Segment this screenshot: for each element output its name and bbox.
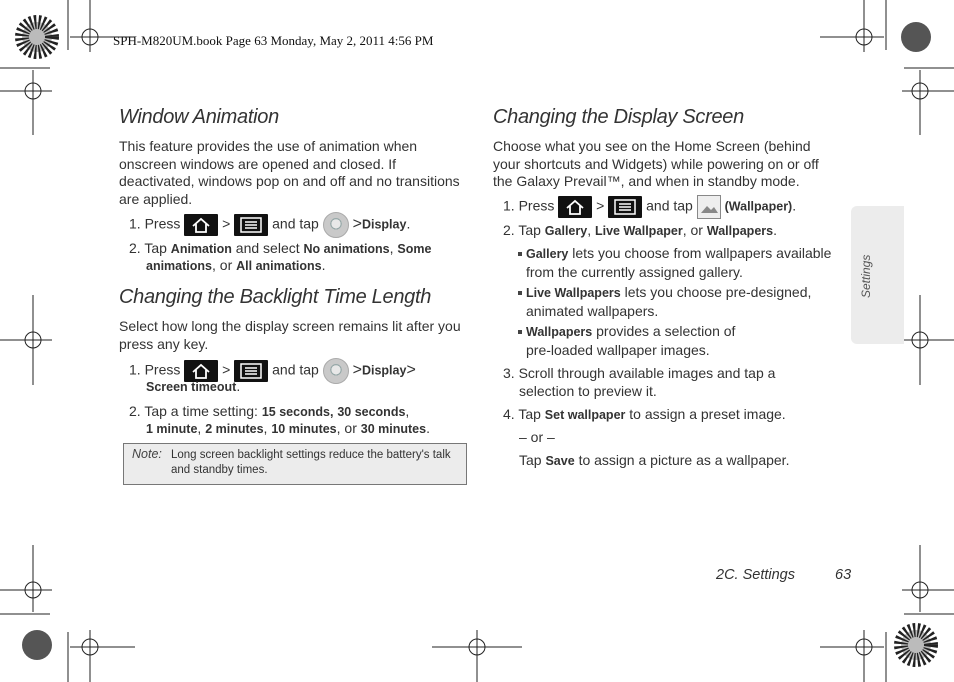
intro-line: the Galaxy Prevail™, and when in standby mode. bbox=[493, 173, 800, 189]
option-30-seconds: 30 seconds bbox=[337, 405, 406, 419]
step-text: and select bbox=[235, 240, 300, 256]
bl-step-1-cont bbox=[146, 378, 240, 397]
page-header: SPH-M820UM.book Page 63 Monday, May 2, 2011 4:56 PM bbox=[113, 33, 434, 48]
window-animation-title: Window Animation bbox=[119, 106, 279, 128]
wa-step-2-cont bbox=[146, 257, 325, 276]
step-text: Tap bbox=[518, 406, 541, 422]
step-number: 1. bbox=[129, 215, 141, 232]
wallpapers-label: Wallpapers bbox=[706, 224, 774, 238]
step-text: and tap bbox=[646, 197, 693, 214]
set-wallpaper-label: Set wallpaper bbox=[544, 408, 626, 422]
save-label: Save bbox=[545, 454, 575, 468]
ds-step-3 bbox=[503, 365, 775, 400]
bullet-item-wallpapers bbox=[518, 323, 735, 359]
period: . bbox=[236, 378, 241, 394]
option-15-seconds: 15 seconds bbox=[261, 405, 330, 419]
option-10-minutes: 10 minutes bbox=[271, 422, 337, 436]
comma: , bbox=[389, 240, 394, 256]
display-label: Display bbox=[361, 217, 407, 232]
step-text: selection to preview it. bbox=[519, 382, 657, 399]
no-animations-label: No animations bbox=[303, 242, 390, 256]
separator: > bbox=[222, 361, 231, 378]
option-1-minute: 1 minute bbox=[146, 422, 198, 436]
or-line: – or – bbox=[519, 429, 555, 445]
ds-step-1 bbox=[503, 195, 796, 219]
comma: , bbox=[336, 420, 341, 436]
bullet-text: animated wallpapers. bbox=[526, 302, 659, 319]
bullet-item-live-wallpapers bbox=[518, 284, 811, 320]
home-key-icon bbox=[184, 214, 218, 236]
wallpaper-icon bbox=[697, 195, 721, 219]
bullet-item-gallery bbox=[518, 245, 831, 281]
step-number: 2. bbox=[129, 240, 141, 256]
separator: > bbox=[352, 215, 362, 233]
side-tab-settings bbox=[851, 206, 904, 344]
menu-key-icon bbox=[608, 196, 642, 218]
step-number: 3. bbox=[503, 365, 515, 381]
bullet-label: Gallery bbox=[526, 247, 569, 261]
backlight-title: Changing the Backlight Time Length bbox=[119, 286, 432, 308]
bl-step-2-cont bbox=[146, 420, 430, 439]
step-text: to assign a preset image. bbox=[629, 406, 786, 422]
period: . bbox=[792, 197, 797, 214]
step-text: Tap bbox=[518, 222, 541, 238]
comma: , bbox=[405, 403, 410, 419]
ds-step-2 bbox=[503, 222, 777, 241]
step-text: , or bbox=[682, 222, 703, 238]
step-text: and tap bbox=[272, 215, 319, 232]
step-number: 1. bbox=[129, 361, 141, 378]
step-text: Tap bbox=[519, 452, 542, 468]
period: . bbox=[406, 215, 411, 232]
wa-step-1 bbox=[129, 212, 410, 238]
home-key-icon bbox=[558, 196, 592, 218]
note-line: Long screen backlight settings reduce the battery's talk bbox=[171, 449, 451, 461]
step-text: Tap a time setting: bbox=[144, 403, 258, 419]
bullet-icon bbox=[518, 291, 522, 295]
step-number: 2. bbox=[503, 222, 515, 238]
intro-line: onscreen windows are opened and closed. If bbox=[119, 155, 397, 172]
step-text: Press bbox=[144, 215, 181, 232]
step-number: 4. bbox=[503, 406, 515, 422]
note-label: Note: bbox=[132, 447, 162, 461]
backlight-intro bbox=[119, 318, 471, 353]
bullet-text: from the currently assigned gallery. bbox=[526, 263, 743, 280]
intro-line: deactivated, windows pop on and off and no transitions bbox=[119, 173, 460, 189]
bl-step-2 bbox=[129, 403, 409, 422]
step-text: and tap bbox=[272, 361, 319, 378]
bullet-label: Live Wallpapers bbox=[526, 286, 621, 300]
separator: > bbox=[222, 215, 231, 232]
step-text: Tap bbox=[144, 240, 167, 256]
step-number: 1. bbox=[503, 197, 515, 214]
animation-label: Animation bbox=[170, 242, 232, 256]
bullet-label: Wallpapers bbox=[526, 325, 593, 339]
tap-save-line bbox=[519, 452, 789, 471]
note-box bbox=[123, 443, 467, 485]
all-animations-label: All animations bbox=[236, 259, 322, 273]
wa-step-2 bbox=[129, 240, 431, 259]
intro-line: your shortcuts and Widgets) while powering on or off bbox=[493, 155, 819, 172]
bullet-text: provides a selection of bbox=[596, 323, 736, 339]
bullet-icon bbox=[518, 330, 522, 334]
comma: , bbox=[263, 420, 268, 436]
step-text: Press bbox=[144, 361, 181, 378]
comma: , bbox=[197, 420, 202, 436]
period: . bbox=[773, 222, 777, 238]
step-text: , or bbox=[212, 257, 233, 273]
window-animation-intro bbox=[119, 138, 471, 208]
live-wallpaper-label: Live Wallpaper bbox=[594, 224, 683, 238]
note-text bbox=[171, 448, 451, 478]
intro-line: Choose what you see on the Home Screen (behind bbox=[493, 138, 811, 154]
step-text: or bbox=[344, 420, 357, 436]
bullet-text: lets you choose from wallpapers available bbox=[572, 245, 832, 261]
ds-step-4 bbox=[503, 406, 786, 425]
note-line: and standby times. bbox=[171, 464, 268, 476]
comma: , bbox=[587, 222, 592, 238]
settings-icon bbox=[323, 358, 349, 384]
display-label: Display bbox=[361, 363, 407, 378]
some-label: Some bbox=[397, 242, 432, 256]
display-screen-intro bbox=[493, 138, 845, 191]
separator: > bbox=[406, 361, 416, 379]
period: . bbox=[321, 257, 326, 273]
intro-line: This feature provides the use of animation when bbox=[119, 138, 418, 154]
footer-section: 2C. Settings bbox=[716, 567, 795, 583]
intro-line: press any key. bbox=[119, 335, 209, 352]
settings-icon bbox=[323, 212, 349, 238]
step-number: 2. bbox=[129, 403, 141, 419]
bullet-icon bbox=[518, 252, 522, 256]
separator: > bbox=[352, 361, 362, 379]
option-30-minutes: 30 minutes bbox=[360, 422, 427, 436]
animations-label: animations bbox=[146, 259, 212, 273]
wallpaper-label: (Wallpaper) bbox=[724, 199, 793, 214]
display-screen-title: Changing the Display Screen bbox=[493, 106, 744, 128]
comma: , bbox=[329, 405, 334, 419]
page-number: 63 bbox=[835, 567, 852, 583]
bullet-text: pre-loaded wallpaper images. bbox=[526, 341, 710, 358]
menu-key-icon bbox=[234, 214, 268, 236]
intro-line: Select how long the display screen remains lit after you bbox=[119, 318, 461, 334]
period: . bbox=[426, 420, 430, 436]
step-text: Scroll through available images and tap a bbox=[518, 365, 776, 381]
step-text: to assign a picture as a wallpaper. bbox=[578, 452, 790, 468]
intro-line: are applied. bbox=[119, 190, 193, 207]
gallery-label: Gallery bbox=[544, 224, 588, 238]
separator: > bbox=[596, 197, 605, 214]
bullet-text: lets you choose pre-designed, bbox=[624, 284, 812, 300]
screen-timeout-label: Screen timeout bbox=[146, 380, 237, 394]
step-text: Press bbox=[518, 197, 555, 214]
side-tab-label: Settings bbox=[859, 254, 873, 298]
option-2-minutes: 2 minutes bbox=[205, 422, 264, 436]
